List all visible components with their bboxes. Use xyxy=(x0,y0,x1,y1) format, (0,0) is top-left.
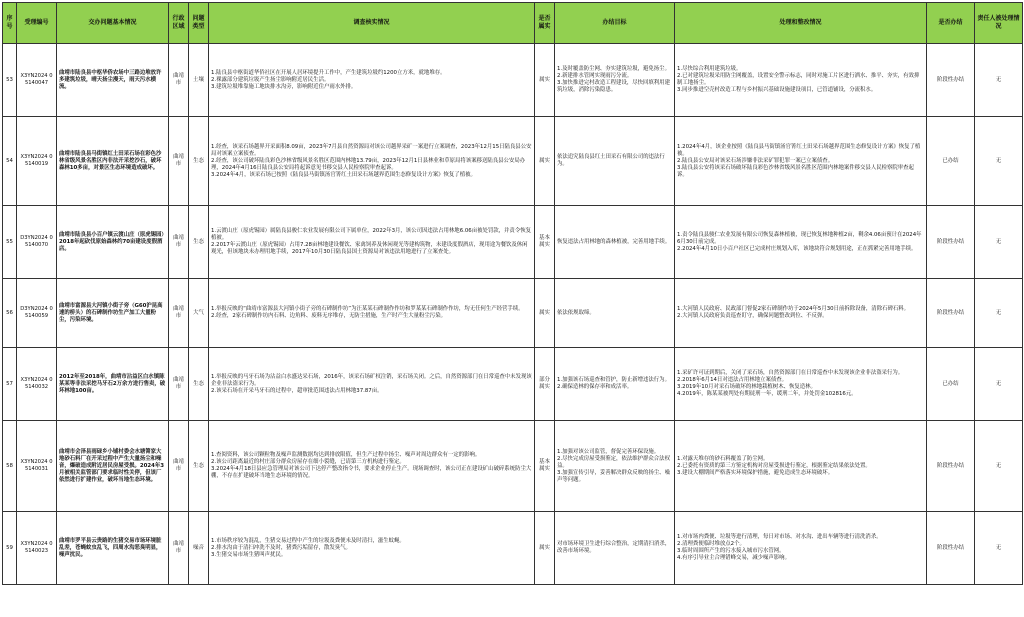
table-row xyxy=(3,421,1023,512)
cell-goal xyxy=(555,421,675,512)
cell-goal xyxy=(555,44,675,117)
cell-completed: 已办结 xyxy=(927,348,975,421)
cell-rectification-line: 3.2019年10月对采石场破坏的林地栽植树木、恢复造林。 xyxy=(677,384,816,390)
cell-accountability: 无 xyxy=(975,348,1023,421)
cell-region: 曲靖市 xyxy=(169,421,189,512)
cell-issue: 曲靖市陆良县中枢华侨农场中三路边堆放许多建筑垃圾，晴天扬尘漫天，雨天污水横流。 xyxy=(57,44,169,117)
cell-issue: 2012年至2018年，曲靖市沾益区白水镇陈某某等非法采挖马牙石2万余方进行售卖，破坏林地100亩。 xyxy=(57,348,169,421)
header-code: 受理编号 xyxy=(17,3,57,44)
cell-investigation-line: 2.该采石场在开采马牙石的过程中，超审批范围违法占用林地37.87亩。 xyxy=(211,387,383,394)
cell-seq: 55 xyxy=(3,206,17,279)
cell-region: 曲靖市 xyxy=(169,348,189,421)
cell-rectification-line: 2.2018年6月14日对违法占用林地立案侦查。 xyxy=(677,377,788,383)
cell-region: 曲靖市 xyxy=(169,44,189,117)
header-type: 问题类型 xyxy=(189,3,209,44)
cell-rectification-line: 1.尽快综合利用建筑垃圾。 xyxy=(677,66,742,72)
cell-accountability: 无 xyxy=(975,117,1023,206)
cell-code: D3YN2024 05140070 xyxy=(17,206,57,279)
cell-rectification-line: 3.临时周围所产生的污水接入城市污水管网。 xyxy=(677,548,785,554)
cell-investigation-line: 1.陆良县中枢街道华侨社区在开展人居环境提升工作中，产生建筑垃圾约1200立方米，就地堆存。 xyxy=(211,69,446,76)
cell-rectification-line: 4.2019年，陈某某被判处有期徒刑一年，缓刑二年，并处罚金102816元。 xyxy=(677,391,857,397)
cell-accountability: 无 xyxy=(975,512,1023,585)
cell-investigation xyxy=(209,206,535,279)
cell-goal-line: 2.尽快完成房屋受损鉴定，依法维护群众合法权益。 xyxy=(557,455,670,469)
cell-goal-line: 依法追究陆良县红土田采石有限公司的违法行为。 xyxy=(557,154,665,167)
cell-rectification xyxy=(675,421,927,512)
cell-rectification-line: 2.已委托有资质的第三方鉴定机构对房屋受损进行鉴定，根据鉴定结果依法处置。 xyxy=(677,462,871,469)
cell-investigation xyxy=(209,44,535,117)
cell-rectification xyxy=(675,348,927,421)
cell-rectification xyxy=(675,512,927,585)
header-seq: 序号 xyxy=(3,3,17,44)
cell-verified: 基本属实 xyxy=(535,421,555,512)
header-rectification: 处理和整改情况 xyxy=(675,3,927,44)
header-verified: 是否属实 xyxy=(535,3,555,44)
cell-rectification-line: 1.对露天堆存的砂石料覆盖了防尘网。 xyxy=(677,455,769,462)
header-accountability: 责任人被处理情况 xyxy=(975,3,1023,44)
cell-goal-line: 1.及时覆盖防尘网、夯实建筑垃圾，避免扬尘。 xyxy=(557,66,670,72)
cell-type: 生态 xyxy=(189,421,209,512)
cell-rectification-line: 1.责令陆良县骏仁农业发展有限公司恢复森林植被，现已恢复林地种植2亩，剩余4.06亩预计在2024年6月30日前完成。 xyxy=(677,231,922,245)
header-region: 行政区域 xyxy=(169,3,189,44)
case-table xyxy=(2,2,1023,585)
table-row xyxy=(3,117,1023,206)
cell-goal-line: 依法依规取缔。 xyxy=(557,309,595,316)
cell-rectification-line: 2.清理粪便临时堆放点2个。 xyxy=(677,541,745,547)
cell-completed: 阶段性办结 xyxy=(927,279,975,348)
table-row xyxy=(3,512,1023,585)
table-row xyxy=(3,44,1023,117)
cell-goal-line: 1.加强对该公司监管，督促完善环保设施。 xyxy=(557,448,660,455)
cell-seq: 57 xyxy=(3,348,17,421)
cell-rectification-line: 3.陆良县公安将该采石场破坏陆良彩色沙林省级风景名胜区范围内林地案件移交县人民检察院审查起诉。 xyxy=(677,164,914,178)
cell-investigation xyxy=(209,512,535,585)
header-investigation: 调查核实情况 xyxy=(209,3,535,44)
cell-rectification-line: 1.采矿许可证到期后，关闭了采石场，自然资源部门在日常巡查中未发现该企业非法盗采行为。 xyxy=(677,370,904,376)
header-issue: 交办问题基本情况 xyxy=(57,3,169,44)
cell-region: 曲靖市 xyxy=(169,512,189,585)
cell-type: 生态 xyxy=(189,206,209,279)
cell-investigation-line: 1.经查，该采石场越界开采面积8.09亩，2023年7月县自然资源局对该公司越界采矿一案进行立案调查，2023年12月15日陆良县公安局对该案立案侦查。 xyxy=(211,143,532,157)
cell-goal xyxy=(555,117,675,206)
cell-investigation xyxy=(209,348,535,421)
cell-verified: 属实 xyxy=(535,44,555,117)
cell-type: 大气 xyxy=(189,279,209,348)
cell-issue: 曲靖市陆良县小百户镇云渡山庄（原虎锡园）2018年起砍伐原始森林约70亩建设度假酒店。 xyxy=(57,206,169,279)
cell-completed: 阶段性办结 xyxy=(927,421,975,512)
cell-code: X3YN2024 05140019 xyxy=(17,117,57,206)
cell-code: X3YN2024 05140032 xyxy=(17,348,57,421)
cell-goal xyxy=(555,206,675,279)
cell-type: 噪音 xyxy=(189,512,209,585)
cell-completed: 阶段性办结 xyxy=(927,512,975,585)
table-row xyxy=(3,348,1023,421)
cell-investigation xyxy=(209,421,535,512)
cell-rectification-line: 2.已对建筑垃圾采用防尘网覆盖，设置安全警示标志，同时对施工片区进行洒水、推平、夯实，有效抑制工地扬尘。 xyxy=(677,73,920,86)
cell-goal xyxy=(555,512,675,585)
cell-completed: 阶段性办结 xyxy=(927,44,975,117)
cell-region: 曲靖市 xyxy=(169,279,189,348)
cell-code: X3YN2024 05140047 xyxy=(17,44,57,117)
cell-goal-line: 1.加强该石场巡查和管护，防止新增违法行为。 xyxy=(557,377,670,383)
cell-rectification xyxy=(675,206,927,279)
cell-rectification xyxy=(675,117,927,206)
cell-goal xyxy=(555,279,675,348)
cell-seq: 59 xyxy=(3,512,17,585)
cell-verified: 属实 xyxy=(535,512,555,585)
cell-investigation xyxy=(209,117,535,206)
cell-issue: 曲靖市罗平县云贵路的生猪交易市场环境脏乱差，苍蝇蚊虫乱飞，四周水沟恶臭明显，噪声扰民。 xyxy=(57,512,169,585)
cell-seq: 56 xyxy=(3,279,17,348)
cell-investigation-line: 3.2024年4月，该采石场已按照《陆良县马街镇汤官箐红土田采石场越界范围生态修复设计方案》恢复了植被。 xyxy=(211,171,476,178)
cell-investigation-line: 2.该公司距离最近的村庄部分群众房屋存在细小裂缝，已请第三方机构进行鉴定。 xyxy=(211,459,405,465)
cell-accountability: 无 xyxy=(975,206,1023,279)
cell-type: 土壤 xyxy=(189,44,209,117)
table-header-row xyxy=(3,3,1023,44)
cell-goal xyxy=(555,348,675,421)
cell-seq: 54 xyxy=(3,117,17,206)
table-row xyxy=(3,206,1023,279)
cell-investigation-line: 2.裸露部分建筑垃圾产生扬尘影响附近居民生活。 xyxy=(211,76,330,83)
cell-region: 曲靖市 xyxy=(169,206,189,279)
cell-investigation-line: 2.经查，该公司破坏陆良彩色沙林省级风景名胜区范围内林地13.79亩，2023年12月1日县林业和草原局将该案移送陆良县公安局办理，2024年4月16日陆良县公安局将起诉意见书移交县人民检察院审查起诉。 xyxy=(211,157,526,171)
cell-goal-line: 恢复违法占用林地的森林植被，完善用地手续。 xyxy=(557,238,671,245)
cell-type: 生态 xyxy=(189,117,209,206)
cell-investigation-line: 1.云渡山庄（原虎锡园）属陆良县骏仁农业发展有限公司下属单位，2022年3月，该公司因违法占用林地6.06亩被处罚款，并责令恢复植被。 xyxy=(211,228,531,241)
cell-investigation-line: 2.排水沟由于清扫冲洗不及时，猪粪污垢留存，散发臭气。 xyxy=(211,544,351,551)
cell-rectification-line: 2.2024年4月10日小百户社区已完成村庄规划入库，该地块符合规划用途，正在抓紧完善用地手续。 xyxy=(677,245,917,252)
cell-issue: 曲靖市陆良县马街镇红土田采石场在彩色沙林省级风景名胜区内非法开采挖沙石，破坏森林10多亩，对景区生态环境造成破坏。 xyxy=(57,117,169,206)
cell-accountability: 无 xyxy=(975,279,1023,348)
cell-issue: 曲靖市富源县大河镇小街子旁（G60沪昆高速的桥头）的石碑制作坊生产加工大量粉尘，污染环境。 xyxy=(57,279,169,348)
cell-code: X3YN2024 05140023 xyxy=(17,512,57,585)
cell-rectification-line: 1.对市场内粪便、垃圾等进行清理，每日对市场、对水沟、进出车辆等进行清洗消杀。 xyxy=(677,534,882,540)
cell-goal-line: 对市场环境卫生进行综合整治，定期清扫消杀，改善市场环境。 xyxy=(557,541,671,554)
cell-investigation-line: 3.建筑垃圾堆靠施工地块排水沟旁，影响附近住户雨水外排。 xyxy=(211,83,357,90)
cell-goal-line: 2.新建排水管网实现雨污分流。 xyxy=(557,73,633,79)
cell-type: 生态 xyxy=(189,348,209,421)
cell-verified: 属实 xyxy=(535,279,555,348)
cell-accountability: 无 xyxy=(975,44,1023,117)
cell-region: 曲靖市 xyxy=(169,117,189,206)
cell-rectification-line: 1.大河镇人民政府、民政部门督促2家石碑制作坊于2024年5月30日前拆除设备，清除石碑石料。 xyxy=(677,306,910,312)
cell-rectification-line: 2.大河镇人民政府负责巡查盯守，确保问题整改到位、不反弹。 xyxy=(677,313,828,319)
cell-verified: 基本属实 xyxy=(535,206,555,279)
cell-investigation-line: 3.生猪交易市场生猪叫声扰民。 xyxy=(211,551,287,558)
cell-goal-line: 3.加强宣传引导，妥善解决群众反映的扬尘、噪声等问题。 xyxy=(557,469,670,483)
cell-code: D3YN2024 05140059 xyxy=(17,279,57,348)
cell-rectification xyxy=(675,44,927,117)
table-body xyxy=(3,44,1023,585)
cell-rectification-line: 3.建设大棚期间严格落实环境保护措施，避免造成生态环境破坏。 xyxy=(677,469,834,476)
cell-rectification-line: 1.2024年4月，该企业按照《陆良县马街镇汤官箐红土田采石场越界范围生态修复设计方案》恢复了植被。 xyxy=(677,143,921,157)
table-row xyxy=(3,279,1023,348)
cell-rectification-line: 3.同步推进空壳村改造工程与乡村振兴基础设施建设项目，已管道铺设，分流积水。 xyxy=(677,87,877,93)
case-table-sheet xyxy=(2,2,1022,615)
cell-accountability: 无 xyxy=(975,421,1023,512)
cell-completed: 阶段性办结 xyxy=(927,206,975,279)
cell-rectification xyxy=(675,279,927,348)
header-completed: 是否办结 xyxy=(927,3,975,44)
cell-investigation-line: 1.查阅资料，该公司颗粒物及噪声监测数据均达到排放限值，但生产过程中扬尘、噪声对周边群众有一定的影响。 xyxy=(211,452,481,458)
cell-goal-line: 2.确保造林的保存率和成活率。 xyxy=(557,384,633,390)
cell-investigation-line: 1.市场秩序较为混乱，生猪交易过程中产生的垃圾及粪便未及时清扫，滋生蚊蝇。 xyxy=(211,537,405,544)
cell-verified: 属实 xyxy=(535,117,555,206)
cell-completed: 已办结 xyxy=(927,117,975,206)
cell-rectification-line: 2.陆良县公安局对该采石场涉嫌非法采矿罪犯罪一案已立案侦查。 xyxy=(677,157,834,164)
cell-code: X3YN2024 05140031 xyxy=(17,421,57,512)
cell-seq: 53 xyxy=(3,44,17,117)
cell-investigation-line: 3.2024年4月18日县应急管理局对该公司下达停产整改指令书，要求企业停止生产。现场调查时，该公司正在建设矿山破碎系统防尘大棚，不存在扩建破坏当地生态环境的情况。 xyxy=(211,466,532,479)
cell-investigation-line: 2.经查，2家石碑制作坊内石料、边角料、废料无序堆存，无防尘措施，生产时产生大量粉尘污染。 xyxy=(211,313,446,319)
header-goal: 办结目标 xyxy=(555,3,675,44)
cell-investigation-line: 2.2017年云渡山庄（原虎锡园）占用7.28亩林地建设餐饮、家禽饲养及休闲观光等建构筑物，未建设度假酒店，现用途为餐饮及休闲观光，但该地块未办理用地手续，2017年10月30日陆良县国土资源局对该违法用地进行了立案查处。 xyxy=(211,242,528,255)
cell-seq: 58 xyxy=(3,421,17,512)
cell-investigation-line: 1.举报反映的“曲靖市富源县大河镇小街子旁的石碑制作坊”为汪某某石碑制作作坊和罗某某石碑制作作坊，均无任何生产经营手续。 xyxy=(211,306,524,312)
cell-investigation-line: 1.举报反映的马牙石场为沾益白水盛达采石场，2016年，该采石场矿权注销，采石场关闭。之后，自然资源部门在日常巡查中未发现该企业非法盗采行为。 xyxy=(211,373,532,387)
cell-rectification-line: 4.有序引导业主合理错峰交易，减少噪声影响。 xyxy=(677,555,790,561)
cell-issue: 曲靖市会泽县雨碌乡小铺村委会水塘箐家大地砂石料厂在开采过程中产生大量扬尘和噪音，爆破造成附近居民房屋受损。2024年3月被相关监管部门要求临时性关停，但该厂依然进行扩建作业，破坏当地生态环境。 xyxy=(57,421,169,512)
cell-goal-line: 3.加快推进完村改造工程建设，尽快回填利用建筑垃圾，消除污染隐患。 xyxy=(557,80,670,93)
cell-verified: 部分属实 xyxy=(535,348,555,421)
cell-investigation xyxy=(209,279,535,348)
